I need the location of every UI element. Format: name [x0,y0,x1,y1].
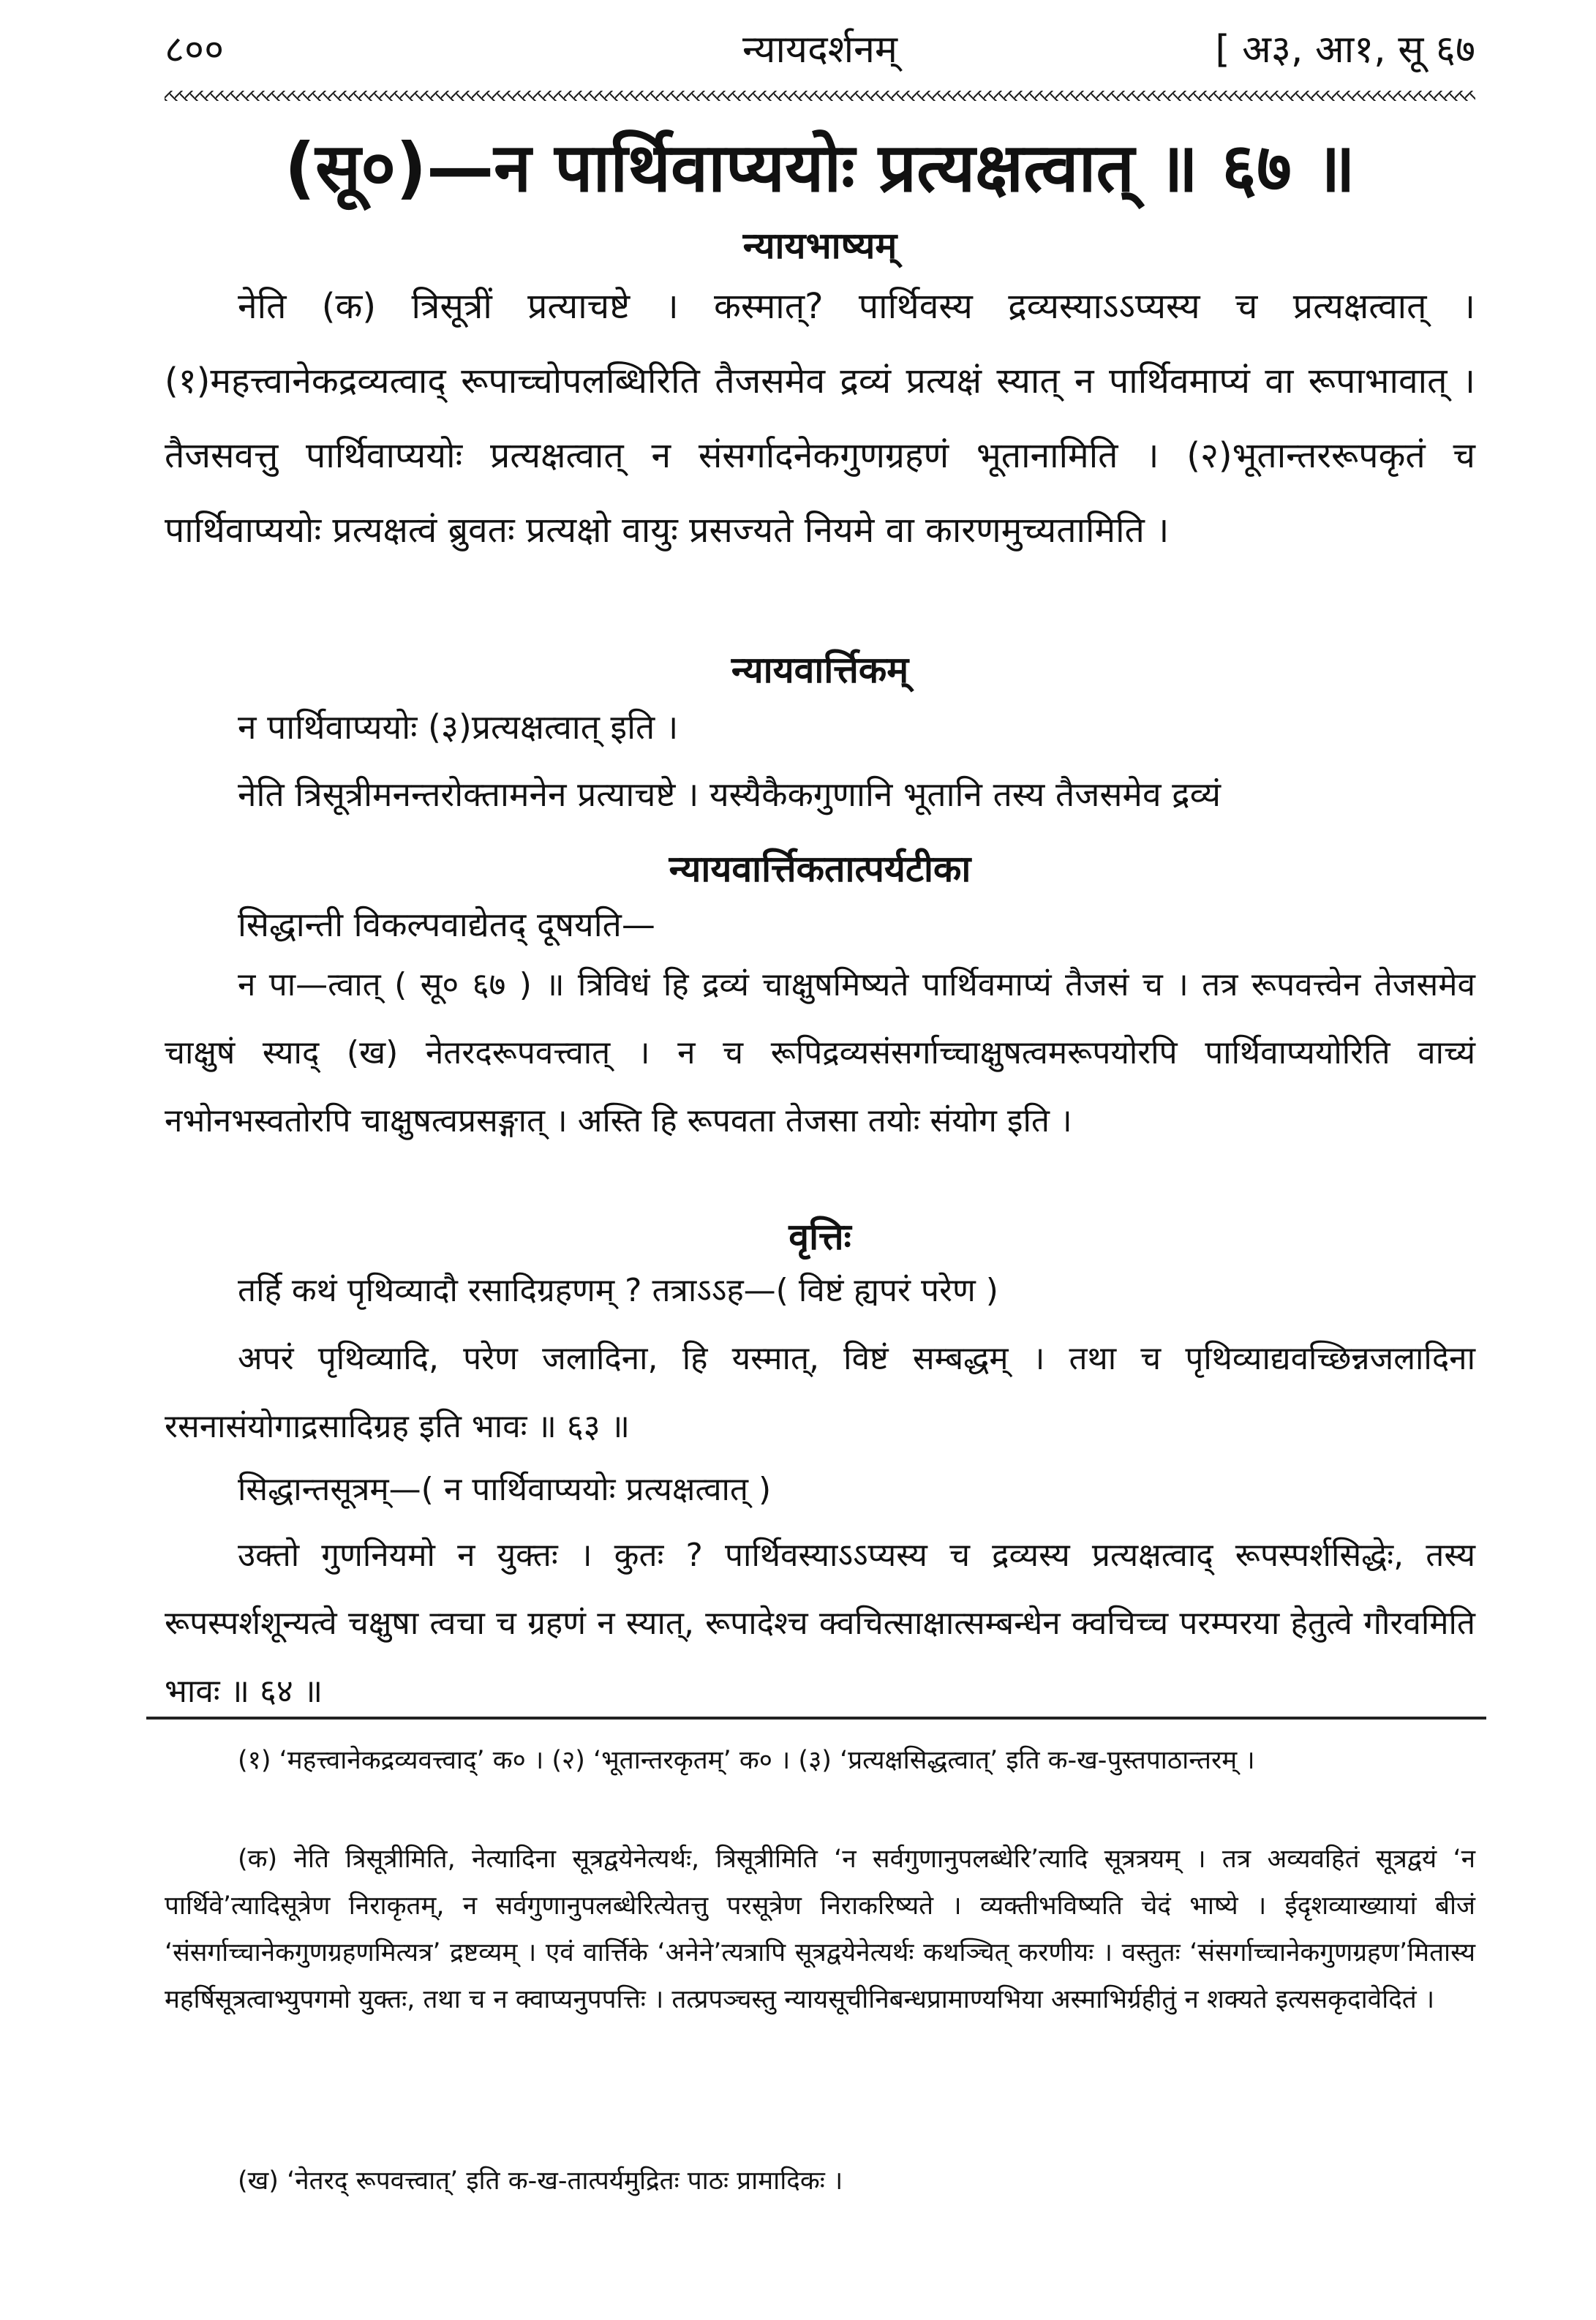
running-title: न्यायदर्शनम् [742,28,898,72]
vritti-para-1: तर्हि कथं पृथिव्यादौ रसादिग्रहणम् ? तत्राऽऽह—( विष्टं ह्यपरं परेण ) [238,1272,998,1309]
footnote-kha: (ख) ‘नेतरद् रूपवत्त्वात्’ इति क-ख-तात्पर्यमुद्रितः पाठः प्रामादिकः । [238,2166,843,2196]
vartika-heading: न्यायवार्त्तिकम् [731,649,909,691]
bhashya-text: नेति (क) त्रिसूत्रीं प्रत्याचष्टे । कस्मात्? पार्थिवस्य द्रव्यस्याऽऽप्यस्य च प्रत्यक्षत्वात् । (१)महत्त्वानेकद्रव्यत्वाद् रूपाच्चोपलब्धिरिति तैजसमेव द्रव्यं प्रत्यक्षं स्यात् न पार्थिवमाप्यं वा रूपाभावात् । तैजसवत्तु पार्थिवाप्ययोः प्रत्यक्षत्वात् न संसर्गादनेकगुणग्रहणं भूतानामिति । (२)भूतान्तररूपकृतं च पार्थिवाप्ययोः प्रत्यक्षत्वं ब्रुवतः प्रत्यक्षो वायुः प्रसज्यते नियमे वा कारणमुच्यतामिति । [165,286,1475,551]
vartika-text: नेति त्रिसूत्रीमनन्तरोक्तामनेन प्रत्याचष्टे । यस्यैकैकगुणानि भूतानि तस्य तैजसमेव द्रव्यं [238,775,1221,814]
wavy-divider [165,86,1475,105]
footnote-numbered: (१) ‘महत्त्वानेकद्रव्यवत्त्वाद्’ क० । (२) ‘भूतान्तरकृतम्’ क० । (३) ‘प्रत्यक्षसिद्धत्वात्’ इति क-ख-पुस्तपाठान्तरम् । [238,1746,1255,1775]
tika-intro: सिद्धान्ती विकल्पवाद्येतद् दूषयति— [238,905,655,944]
section-reference: [ अ३, आ१, सू ६७ [1215,28,1475,72]
page-header [165,22,1475,80]
vritti-para-3: सिद्धान्तसूत्रम्—( न पार्थिवाप्ययोः प्रत्यक्षत्वात् ) [238,1471,772,1508]
page-number: ८०० [165,28,225,72]
vartika-sutra: न पार्थिवाप्ययोः (३)प्रत्यक्षत्वात् इति । [238,707,679,747]
footnote-ka: (क) नेति त्रिसूत्रीमिति, नेत्यादिना सूत्रद्वयेनेत्यर्थः, त्रिसूत्रीमिति ‘न सर्वगुणानुपलब्धेरि’त्यादि सूत्रत्रयम् । तत्र अव्यवहितं सूत्रद्वयं ‘न पार्थिवे’त्यादिसूत्रेण निराकृतम्, न सर्वगुणानुपलब्धेरित्येतत्तु परसूत्रेण निराकरिष्यते । व्यक्तीभविष्यति चेदं भाष्ये । ईदृशव्याख्यायां बीजं ‘संसर्गाच्चानेकगुणग्रहणमित्यत्र’ द्रष्टव्यम् । एवं वार्त्तिके ‘अनेने’त्यत्रापि सूत्रद्वयेनेत्यर्थः कथञ्चित् करणीयः । वस्तुतः ‘संसर्गाच्चानेकगुणग्रहण’मितास्य महर्षिसूत्रत्वाभ्युपगमो युक्तः, तथा च न क्वाप्यनुपपत्तिः । तत्प्रपञ्चस्तु न्यायसूचीनिबन्धप्रामाण्यभिया अस्माभिर्ग्रहीतुं न शक्यते इत्यसकृदावेदितं । [165,1845,1475,2014]
tika-heading: न्यायवार्त्तिकतात्पर्यटीका [669,848,971,890]
vritti-para-4: उक्तो गुणनियमो न युक्तः । कुतः ? पार्थिवस्याऽऽप्यस्य च द्रव्यस्य प्रत्यक्षत्वाद् रूपस्पर्शसिद्धेः, तस्य रूपस्पर्शशून्यत्वे चक्षुषा त्वचा च ग्रहणं न स्यात्, रूपादेश्च क्वचित्साक्षात्सम्बन्धेन क्वचिच्च परम्परया हेतुत्वे गौरवमिति भावः ॥ ६४ ॥ [165,1537,1475,1710]
vritti-para-2: अपरं पृथिव्यादि, परेण जलादिना, हि यस्मात्, विष्टं सम्बद्धम् । तथा च पृथिव्याद्यवच्छिन्नजलादिना रसनासंयोगाद्रसादिग्रह इति भावः ॥ ६३ ॥ [165,1340,1475,1445]
sutra-heading: (सू०)—न पार्थिवाप्ययोः प्रत्यक्षत्वात् ॥ ६७ ॥ [285,129,1355,207]
tika-text: न पा—त्वात् ( सू० ६७ ) ॥ त्रिविधं हि द्रव्यं चाक्षुषमिष्यते पार्थिवमाप्यं तैजसं च । तत्र रूपवत्त्वेन तेजसमेव चाक्षुषं स्याद् (ख) नेतरदरूपवत्त्वात् । न च रूपिद्रव्यसंसर्गाच्चाक्षुषत्वमरूपयोरपि पार्थिवाप्ययोरिति वाच्यं नभोनभस्वतोरपि चाक्षुषत्वप्रसङ्गात् । अस्ति हि रूपवता तेजसा तयोः संयोग इति । [165,966,1475,1140]
vritti-heading: वृत्तिः [788,1216,851,1258]
footnote-rule [146,1717,1486,1720]
bhashya-heading: न्यायभाष्यम् [742,225,897,267]
